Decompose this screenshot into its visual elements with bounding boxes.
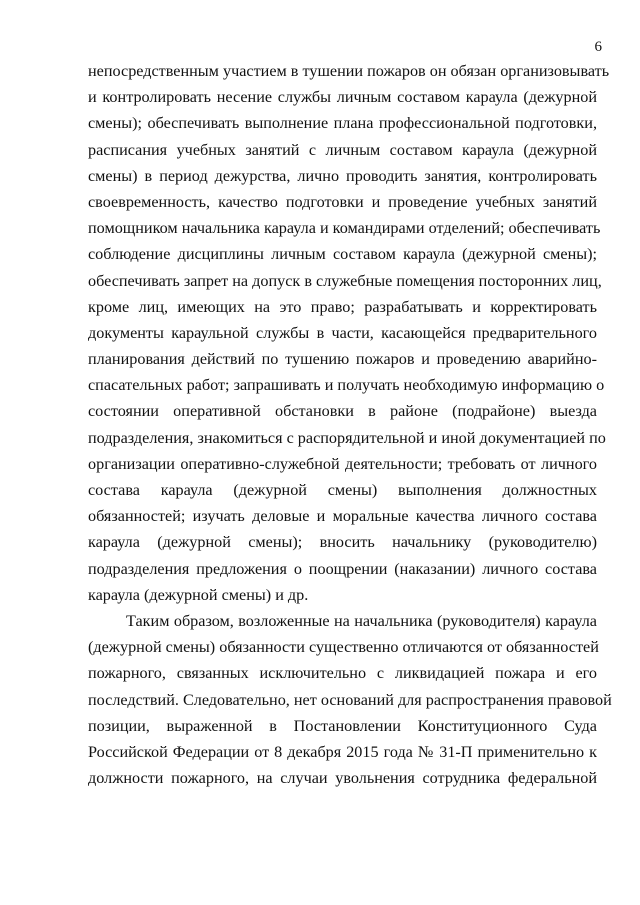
text-line: Российской Федерации от 8 декабря 2015 года № 31-П применительно к: [88, 742, 597, 761]
text-line: и контролировать несение службы личным составом караула (дежурной: [88, 88, 597, 107]
text-line: планирования действий по тушению пожаров и проведению аварийно-: [88, 350, 597, 369]
text-line: соблюдение дисциплины личным составом караула (дежурной смены);: [88, 245, 597, 264]
text-line: состоянии оперативной обстановки в районе (подрайоне) выезда: [88, 402, 597, 421]
text-line: спасательных работ; запрашивать и получать необходимую информацию о: [88, 376, 605, 395]
text-line: караула (дежурной смены); вносить начальнику (руководителю): [88, 533, 597, 552]
text-line: состава караула (дежурной смены) выполнения должностных: [88, 481, 597, 499]
page-number: 6: [594, 39, 602, 55]
text-line: своевременность, качество подготовки и проведение учебных занятий: [88, 192, 597, 211]
text-line: обязанностей; изучать деловые и моральные качества личного состава: [88, 507, 597, 526]
text-line: обеспечивать запрет на допуск в служебные помещения посторонних лиц,: [88, 271, 602, 290]
text-line: непосредственным участием в тушении пожаров он обязан организовывать: [88, 62, 610, 80]
text-line: должности пожарного, на случаи увольнения сотрудника федеральной: [88, 769, 597, 788]
paragraph: [88, 58, 610, 608]
text-line: позиции, выраженной в Постановлении Конституционного Суда: [88, 716, 597, 735]
text-line: Таким образом, возложенные на начальника (руководителя) караула: [126, 611, 597, 630]
text-line: документы караульной службы в части, касающейся предварительного: [88, 323, 597, 342]
text-line: (дежурной смены) обязанности существенно отличаются от обязанностей: [88, 638, 599, 657]
text-line: организации оперативно-служебной деятельности; требовать от личного: [88, 454, 597, 473]
paragraph: [88, 608, 612, 791]
text-line: расписания учебных занятий с личным составом караула (дежурной: [88, 140, 597, 159]
text-line: смены); обеспечивать выполнение плана профессиональной подготовки,: [88, 114, 597, 133]
text-line: смены) в период дежурства, лично проводить занятия, контролировать: [88, 166, 597, 185]
text-line: караула (дежурной смены) и др.: [88, 585, 309, 604]
text-line: пожарного, связанных исключительно с ликвидацией пожара и его: [88, 664, 597, 683]
text-line: последствий. Следовательно, нет оснований для распространения правовой: [88, 690, 612, 709]
text-line: кроме лиц, имеющих на это право; разрабатывать и корректировать: [88, 297, 597, 316]
text-line: подразделения, знакомиться с распорядительной и иной документацией по: [88, 428, 606, 447]
text-line: подразделения предложения о поощрении (наказании) личного состава: [88, 559, 597, 578]
text-line: помощником начальника караула и командирами отделений; обеспечивать: [88, 219, 601, 238]
document-body: [88, 58, 612, 791]
